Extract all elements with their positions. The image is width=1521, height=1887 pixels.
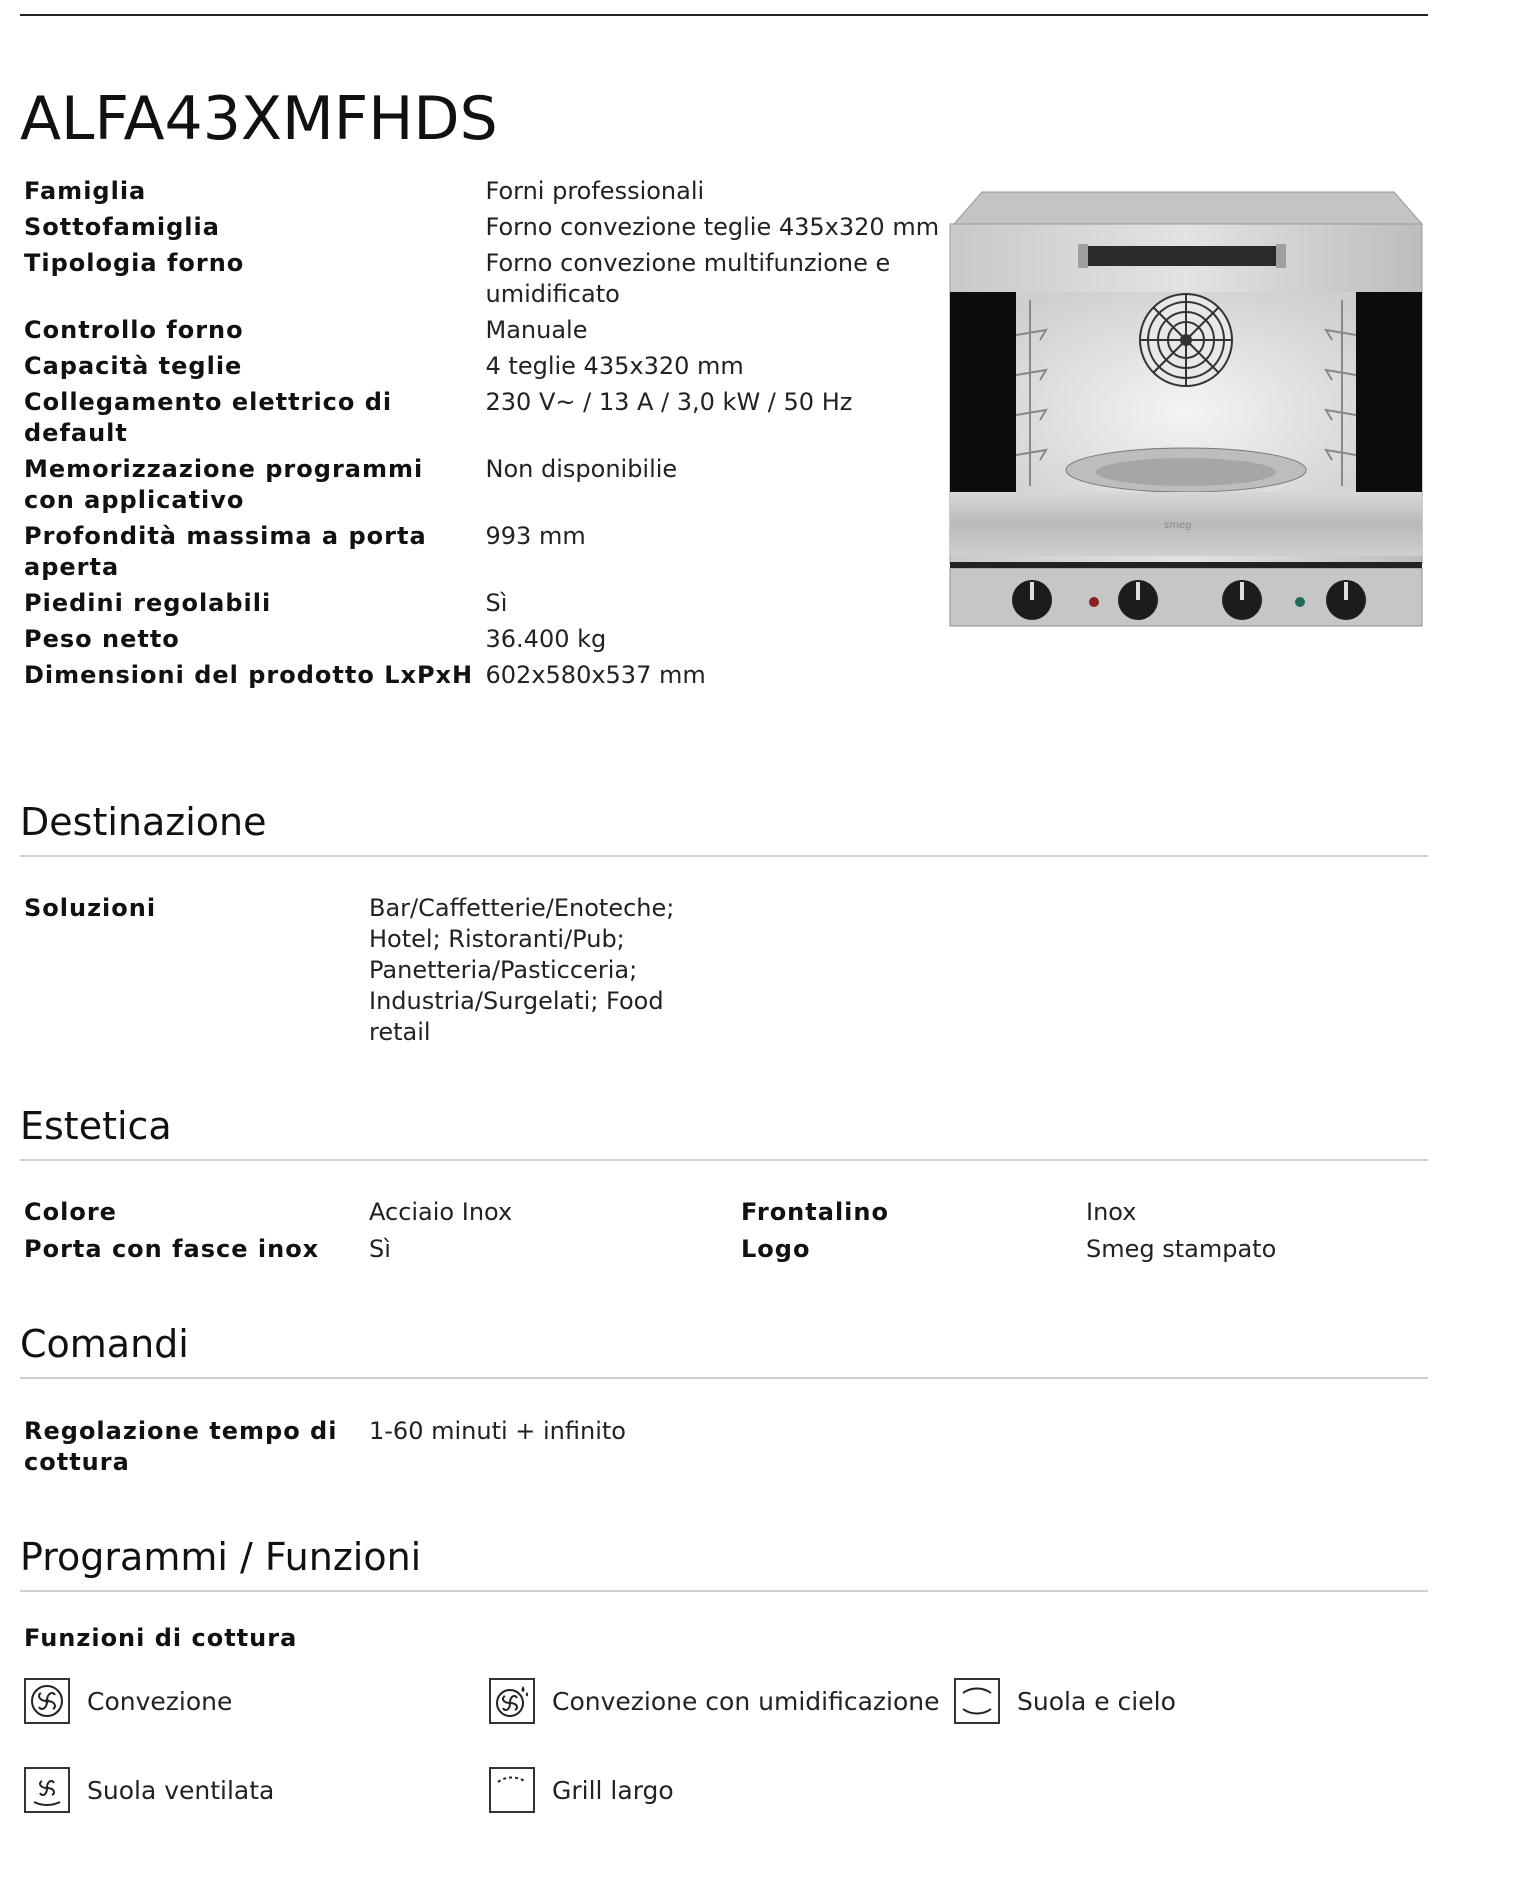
spec-table — [24, 176, 944, 691]
function-label: Convezione con umidificazione — [552, 1686, 940, 1716]
top-rule — [20, 14, 1428, 16]
section-divider — [20, 1159, 1428, 1161]
spec-label: Piedini regolabili — [24, 589, 272, 617]
oven-product-image — [946, 190, 1426, 630]
spec-value: Manuale — [485, 316, 588, 344]
spec-value: Forno convezione teglie 435x320 mm — [485, 213, 940, 241]
frontalino-label: Frontalino — [741, 1198, 889, 1226]
spec-label: Collegamento elettrico di default — [24, 388, 393, 447]
function-label: Convezione — [87, 1686, 233, 1716]
spec-value: 4 teglie 435x320 mm — [485, 352, 744, 380]
spec-row — [24, 176, 944, 207]
spec-value: 602x580x537 mm — [485, 661, 706, 689]
spec-row — [24, 212, 944, 243]
spec-row — [24, 624, 944, 655]
spec-row — [24, 521, 944, 583]
porta-label: Porta con fasce inox — [24, 1235, 320, 1263]
funzioni-subtitle: Funzioni di cottura — [24, 1624, 298, 1652]
spec-value: Sì — [485, 589, 508, 617]
top-bottom-heat-icon — [954, 1678, 1000, 1724]
spec-row — [24, 387, 944, 449]
spec-value: Forni professionali — [485, 177, 705, 205]
spec-label: Tipologia forno — [24, 249, 245, 277]
regolazione-value: 1-60 minuti + infinito — [369, 1417, 626, 1445]
soluzioni-label: Soluzioni — [24, 894, 157, 922]
spec-row — [24, 588, 944, 619]
soluzioni-value: Bar/Caffetterie/Enoteche; Hotel; Ristoranti/Pub; Panetteria/Pasticceria; Industria/Surgelati; Food retail — [369, 894, 675, 1046]
colore-value: Acciaio Inox — [369, 1198, 513, 1226]
section-title-destinazione: Destinazione — [20, 800, 267, 844]
spec-value: 36.400 kg — [485, 625, 607, 653]
spec-value: Forno convezione multifunzione e umidificato — [485, 249, 891, 308]
svg-text:smeg: smeg — [1164, 520, 1192, 531]
spec-label: Sottofamiglia — [24, 213, 220, 241]
section-divider — [20, 1590, 1428, 1592]
function-item — [24, 1767, 274, 1813]
spec-label: Capacità teglie — [24, 352, 243, 380]
product-model-title: ALFA43XMFHDS — [20, 84, 498, 154]
spec-row — [24, 454, 944, 516]
section-title-programmi: Programmi / Funzioni — [20, 1535, 422, 1579]
section-divider — [20, 855, 1428, 857]
function-item — [954, 1678, 1176, 1724]
section-title-comandi: Comandi — [20, 1322, 189, 1366]
spec-value: 230 V~ / 13 A / 3,0 kW / 50 Hz — [485, 388, 853, 416]
section-divider — [20, 1377, 1428, 1379]
porta-value: Sì — [369, 1235, 391, 1263]
function-item — [489, 1678, 940, 1724]
spec-label: Controllo forno — [24, 316, 244, 344]
logo-label: Logo — [741, 1235, 811, 1263]
function-label: Suola e cielo — [1017, 1686, 1176, 1716]
spec-label: Famiglia — [24, 177, 147, 205]
fan-bottom-heat-icon — [24, 1767, 70, 1813]
section-title-estetica: Estetica — [20, 1104, 172, 1148]
large-grill-icon — [489, 1767, 535, 1813]
spec-value: 993 mm — [485, 522, 586, 550]
spec-row — [24, 248, 944, 310]
function-label: Suola ventilata — [87, 1775, 275, 1805]
spec-row — [24, 351, 944, 382]
spec-label: Profondità massima a porta aperta — [24, 522, 427, 581]
logo-value: Smeg stampato — [1086, 1235, 1277, 1263]
function-label: Grill largo — [552, 1775, 674, 1805]
spec-row — [24, 660, 944, 691]
convection-humidity-icon — [489, 1678, 535, 1724]
colore-label: Colore — [24, 1198, 117, 1226]
spec-value: Non disponibilie — [485, 455, 678, 483]
spec-label: Memorizzazione programmi con applicativo — [24, 455, 424, 514]
convection-fan-icon — [24, 1678, 70, 1724]
spec-label: Peso netto — [24, 625, 180, 653]
spec-row — [24, 315, 944, 346]
function-item — [24, 1678, 232, 1724]
frontalino-value: Inox — [1086, 1198, 1137, 1226]
regolazione-label: Regolazione tempo di cottura — [24, 1417, 338, 1476]
spec-label: Dimensioni del prodotto LxPxH — [24, 661, 474, 689]
function-item — [489, 1767, 674, 1813]
